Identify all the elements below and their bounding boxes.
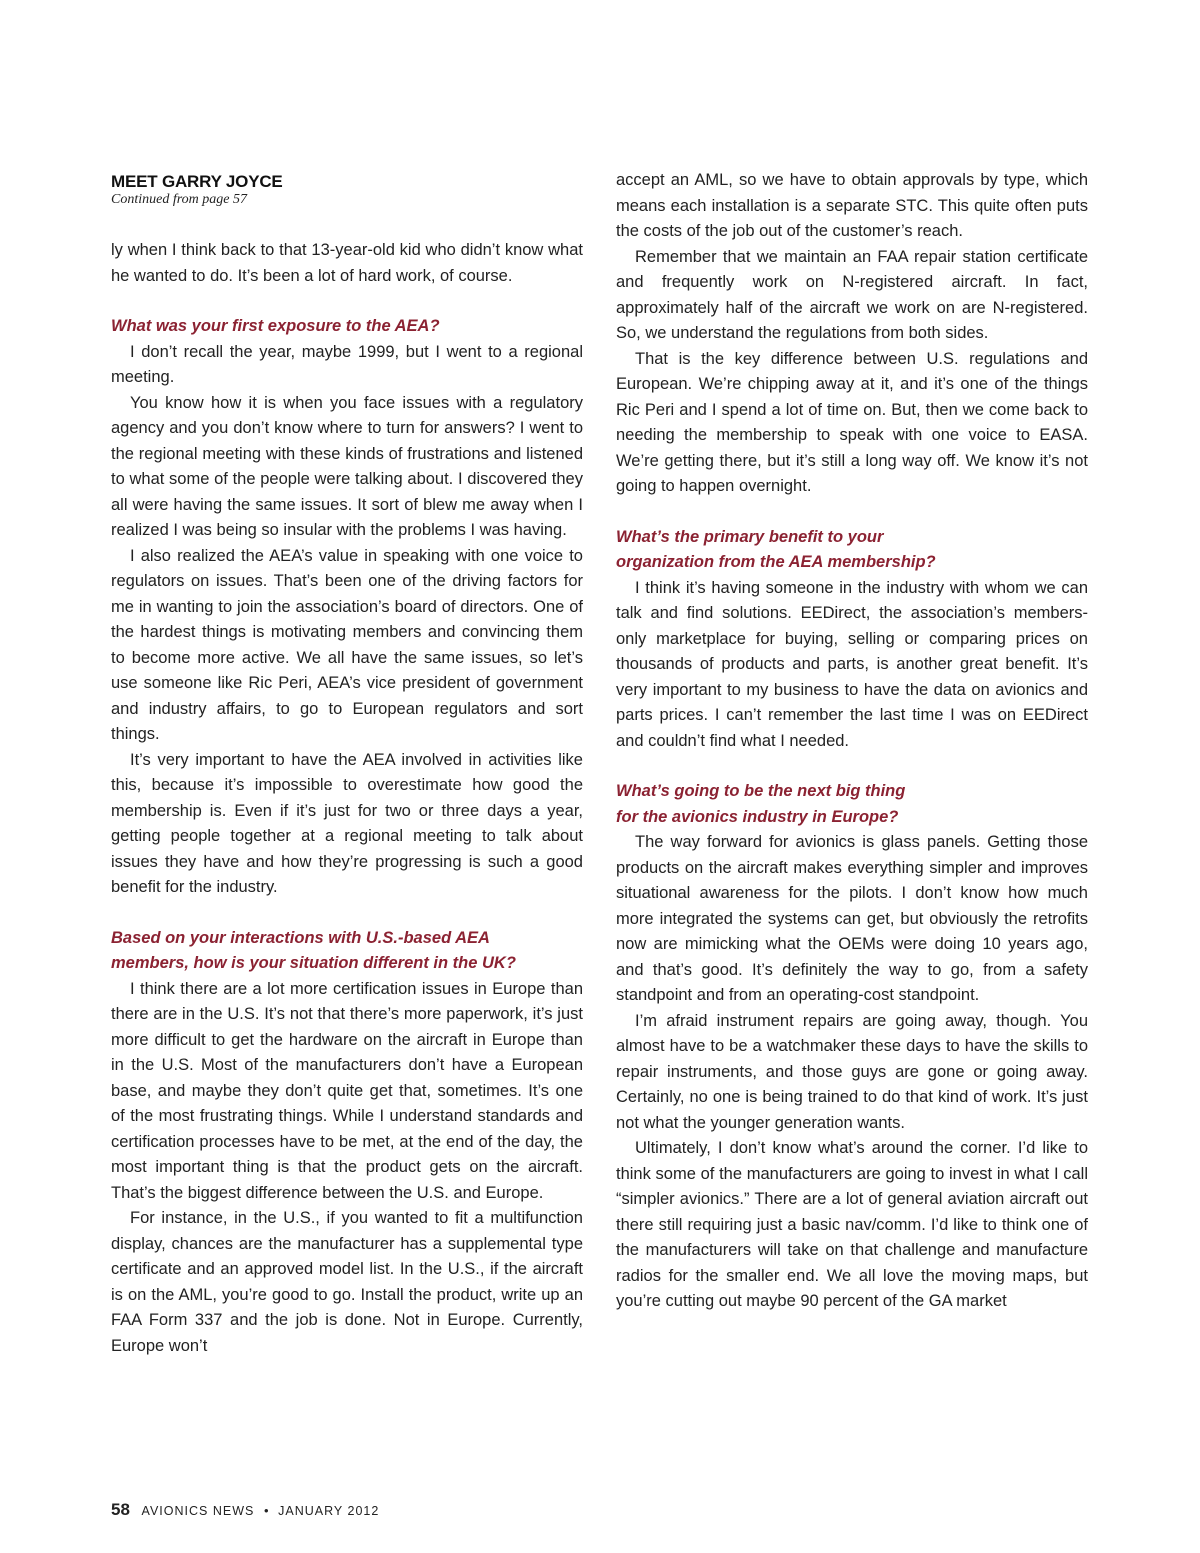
paragraph: accept an AML, so we have to obtain approvals by type, which means each installation is a separate STC. This quite often puts the costs of the job out of the customer’s reach. <box>616 171 1088 240</box>
publication-name: AVIONICS NEWS <box>141 1504 255 1518</box>
question-line: What’s the primary benefit to your <box>616 527 884 546</box>
question-line: What’s going to be the next big thing <box>616 782 906 800</box>
paragraph: I’m afraid instrument repairs are going away, though. You almost have to be a watchmaker these days to have the skills to repair instruments, and those guys are gone or going away. Certainly, no one is being trained to do that kind of work. It’s just not what the younger generation wants. <box>616 1011 1088 1132</box>
question-line: for the avionics industry in Europe? <box>616 807 899 826</box>
paragraph: I think there are a lot more certification issues in Europe than there are in the U.S. It’s not that there’s more paperwork, it’s just more difficult to get the hardware on the aircraft in Europe than in the U.S. Most of the manufacturers don’t have a European base, and maybe they don’t quite get that, sometimes. It’s one of the most frustrating things. While I understand standards and certification processes have to be met, at the end of the day, the most important thing is that the product gets on the aircraft. That’s the biggest difference between the U.S. and Europe. <box>111 979 583 1202</box>
paragraph: Ultimately, I don’t know what’s around the corner. I’d like to think some of the manufacturers are going to invest in what I call “simpler avionics.” There are a lot of general aviation aircraft out there still requiring just a basic nav/comm. I’d like to think one of the manufacturers will take on that challenge and manufacture radios for the smaller end. We all love the moving maps, but you’re cutting out maybe 90 percent of the GA market <box>616 1139 1088 1310</box>
right-column <box>616 168 1088 1315</box>
paragraph: That is the key difference between U.S. regulations and European. We’re chipping away at it, and it’s one of the things Ric Peri and I spend a lot of time on. But, then we come back to needing the membership to speak with one voice to EASA. We’re getting there, but it’s still a long way off. We know it’s not going to happen overnight. <box>616 349 1088 495</box>
continued-note: Continued from page 57 <box>111 192 247 207</box>
paragraph: I think it’s having someone in the industry with whom we can talk and find solutions. EEDirect, the association’s members-only marketplace for buying, selling or comparing prices on thousands of products and parts, is another great benefit. It’s very important to my business to have the data on avionics and parts prices. I can’t remember the last time I was on EEDirect and couldn’t find what I needed. <box>616 578 1088 750</box>
paragraph: ly when I think back to that 13-year-old kid who didn’t know what he wanted to do. It’s been a lot of hard work, of course. <box>111 241 583 285</box>
paragraph: I also realized the AEA’s value in speaking with one voice to regulators on issues. That’s been one of the driving factors for me in wanting to join the association’s board of directors. One of the hardest things is motivating members and convincing them to become more active. We all have the same issues, so let’s use someone like Ric Peri, AEA’s vice president of government and industry affairs, to go to European regulators and sort things. <box>111 546 583 743</box>
paragraph: You know how it is when you face issues with a regulatory agency and you don’t know where to turn for answers? I went to the regional meeting with these kinds of frustrations and listened to what some of the people were talking about. I discovered they all were having the same issues. It sort of blew me away when I realized I was being so insular with the problems I was having. <box>111 393 583 539</box>
page-footer <box>111 1500 379 1520</box>
question-heading <box>616 779 1088 830</box>
footer-bullet: • <box>263 1503 269 1518</box>
question-line: members, how is your situation different in the UK? <box>111 954 516 972</box>
section-title: MEET GARRY JOYCE <box>111 172 283 191</box>
page-number: 58 <box>111 1500 130 1519</box>
question-line: organization from the AEA membership? <box>616 553 936 571</box>
question-heading <box>111 926 583 977</box>
left-column <box>111 168 583 1359</box>
paragraph: For instance, in the U.S., if you wanted to fit a multifunction display, chances are the manufacturer has a supplemental type certificate and an approved model list. In the U.S., if the aircraft is on the AML, you’re good to go. Install the product, write up an FAA Form 337 and the job is done. Not in Europe. Currently, Europe won’t <box>111 1209 583 1355</box>
paragraph: Remember that we maintain an FAA repair station certificate and frequently work on N-registered aircraft. In fact, approximately half of the aircraft we work on are N-registered. So, we understand the regulations from both sides. <box>616 247 1088 342</box>
paragraph: It’s very important to have the AEA involved in activities like this, because it’s impossible to overestimate how good the membership is. Even if it’s just for two or three days a year, getting people together at a regional meeting to talk about issues they have and how they’re progressing is such a good benefit for the industry. <box>111 750 583 896</box>
question-heading: What was your first exposure to the AEA? <box>111 317 440 335</box>
paragraph: I don’t recall the year, maybe 1999, but I went to a regional meeting. <box>111 342 583 386</box>
question-heading <box>616 525 1088 576</box>
issue-date: JANUARY 2012 <box>278 1504 380 1518</box>
paragraph: The way forward for avionics is glass panels. Getting those products on the aircraft makes everything simpler and improves situational awareness for the pilots. I don’t know how much more integrated the systems can get, but obviously the retrofits now are mimicking what the OEMs were doing 10 years ago, and that’s good. It’s definitely the way to go, from a safety standpoint and from an operating-cost standpoint. <box>616 833 1088 1004</box>
question-line: Based on your interactions with U.S.-based AEA <box>111 928 490 947</box>
